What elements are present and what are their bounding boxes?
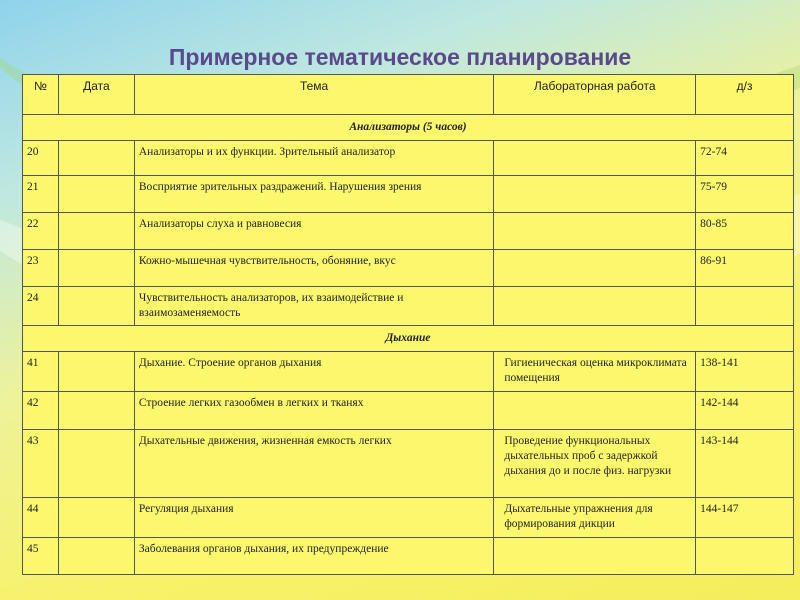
cell-lab	[494, 213, 696, 250]
cell-lab	[494, 287, 696, 326]
cell-topic: Заболевания органов дыхания, их предупреждение	[134, 538, 493, 575]
cell-homework	[696, 538, 794, 575]
table-row	[23, 213, 794, 250]
cell-homework: 86-91	[696, 250, 794, 287]
cell-number: 23	[23, 250, 59, 287]
cell-number: 43	[23, 430, 59, 498]
table-row	[23, 498, 794, 538]
header-date: Дата	[58, 75, 134, 115]
table-row	[23, 392, 794, 430]
header-number: №	[23, 75, 59, 115]
cell-homework: 75-79	[696, 176, 794, 213]
cell-topic: Регуляция дыхания	[134, 498, 493, 538]
table-header-row	[23, 75, 794, 115]
cell-date	[58, 498, 134, 538]
cell-date	[58, 352, 134, 392]
cell-number: 20	[23, 141, 59, 176]
page-title: Примерное тематическое планирование	[168, 44, 632, 70]
cell-number: 44	[23, 498, 59, 538]
planning-table	[22, 74, 794, 575]
table-row	[23, 430, 794, 498]
cell-topic: Строение легких газообмен в легких и тканях	[134, 392, 493, 430]
cell-date	[58, 250, 134, 287]
cell-date	[58, 538, 134, 575]
cell-homework: 143-144	[696, 430, 794, 498]
cell-date	[58, 213, 134, 250]
cell-homework: 80-85	[696, 213, 794, 250]
cell-lab: Гигиеническая оценка микроклимата помещения	[494, 352, 696, 392]
cell-date	[58, 176, 134, 213]
header-homework: д/з	[696, 75, 794, 115]
cell-date	[58, 141, 134, 176]
cell-number: 42	[23, 392, 59, 430]
table-row	[23, 141, 794, 176]
table-body	[23, 115, 794, 575]
cell-lab	[494, 392, 696, 430]
table-row	[23, 176, 794, 213]
cell-homework: 72-74	[696, 141, 794, 176]
cell-topic: Дыхание. Строение органов дыхания	[134, 352, 493, 392]
header-topic: Тема	[134, 75, 493, 115]
table-row	[23, 352, 794, 392]
cell-lab	[494, 176, 696, 213]
cell-homework: 138-141	[696, 352, 794, 392]
table-row	[23, 538, 794, 575]
section-title: Анализаторы (5 часов)	[23, 115, 794, 141]
cell-lab	[494, 141, 696, 176]
cell-topic: Восприятие зрительных раздражений. Нарушения зрения	[134, 176, 493, 213]
cell-homework	[696, 287, 794, 326]
cell-topic: Анализаторы слуха и равновесия	[134, 213, 493, 250]
cell-homework: 144-147	[696, 498, 794, 538]
section-header-row	[23, 115, 794, 141]
cell-number: 41	[23, 352, 59, 392]
cell-number: 22	[23, 213, 59, 250]
cell-lab: Проведение функциональных дыхательных проб с задержкой дыхания до и после физ. нагрузки	[494, 430, 696, 498]
cell-date	[58, 287, 134, 326]
header-lab: Лабораторная работа	[494, 75, 696, 115]
cell-number: 21	[23, 176, 59, 213]
cell-topic: Анализаторы и их функции. Зрительный анализатор	[134, 141, 493, 176]
cell-homework: 142-144	[696, 392, 794, 430]
cell-lab	[494, 538, 696, 575]
cell-topic: Кожно-мышечная чувствительность, обоняние, вкус	[134, 250, 493, 287]
section-header-row	[23, 326, 794, 352]
cell-topic: Дыхательные движения, жизненная емкость легких	[134, 430, 493, 498]
cell-number: 45	[23, 538, 59, 575]
cell-lab	[494, 250, 696, 287]
table-row	[23, 250, 794, 287]
cell-lab: Дыхательные упражнения для формирования дикции	[494, 498, 696, 538]
cell-date	[58, 430, 134, 498]
section-title: Дыхание	[23, 326, 794, 352]
table-row	[23, 287, 794, 326]
cell-topic: Чувствительность анализаторов, их взаимодействие и взаимозаменяемость	[134, 287, 493, 326]
cell-number: 24	[23, 287, 59, 326]
cell-date	[58, 392, 134, 430]
